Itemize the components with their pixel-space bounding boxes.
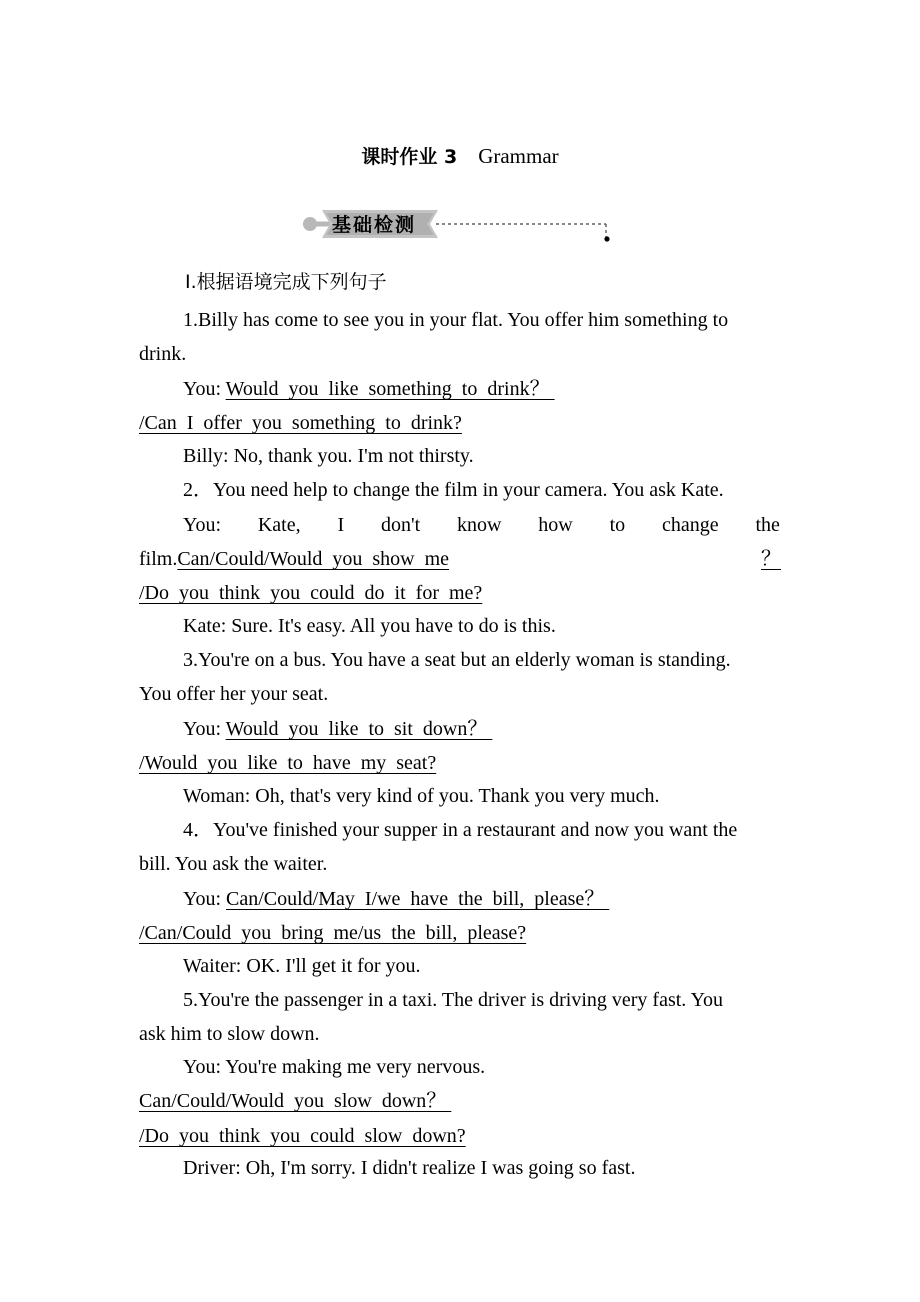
item-3-prompt-line1: 3.You're on a bus. You have a seat but an elderly woman is standing.	[183, 649, 731, 671]
title-cn: 课时作业 3	[361, 146, 458, 168]
item-2-word: to	[609, 514, 626, 536]
item-2-prompt-line1: 2．You need help to change the film in your camera. You ask Kate.	[183, 479, 724, 501]
item-3-you-line	[183, 716, 492, 742]
item-4-prompt-line2: bill. You ask the waiter.	[139, 853, 328, 875]
item-2-word: the	[755, 514, 780, 536]
item-4-answer-line2: /Can/Could you bring me/us the bill, please?	[139, 922, 527, 944]
section-heading: Ⅰ.根据语境完成下列句子	[185, 271, 387, 293]
item-1-answer-line1: Would you like something to drink？	[225, 378, 555, 400]
item-2-answer-line2: /Do you think you could do it for me?	[139, 582, 483, 604]
item-1-prompt-line2: drink.	[139, 343, 187, 365]
banner-label: 基础检测	[332, 214, 417, 236]
item-2-answer-row	[139, 546, 781, 572]
item-4-answer-line1: Can/Could/May I/we have the bill, please？	[226, 888, 610, 910]
item-2-reply: Kate: Sure. It's easy. All you have to do is this.	[183, 615, 556, 637]
item-2-word: You:	[183, 514, 221, 536]
item-2-word: know	[456, 514, 502, 536]
item-5-prompt-line1: 5.You're the passenger in a taxi. The driver is driving very fast. You	[183, 989, 724, 1011]
item-3-you-prefix: You:	[183, 718, 226, 740]
item-2-answer-line1: Can/Could/Would you show me	[177, 548, 450, 570]
item-2-answer-line1-wrap	[177, 546, 781, 572]
item-1-prompt-line1: 1.Billy has come to see you in your flat. You offer him something to	[183, 309, 729, 331]
item-4-prompt-line1: 4．You've finished your supper in a restaurant and now you want the	[183, 819, 738, 841]
item-2-answer-q: ？	[761, 548, 781, 570]
item-5-answer-line2: /Do you think you could slow down?	[139, 1125, 466, 1147]
item-1-reply: Billy: No, thank you. I'm not thirsty.	[183, 445, 474, 467]
item-4-reply: Waiter: OK. I'll get it for you.	[183, 955, 421, 977]
item-3-prompt-line2: You offer her your seat.	[139, 683, 329, 705]
item-2-film-prefix: film.	[139, 548, 178, 570]
banner-end-dot-icon	[604, 236, 609, 241]
item-2-you-line	[183, 512, 780, 538]
item-3-answer-line1: Would you like to sit down？	[225, 718, 493, 740]
item-2-word: Kate,	[257, 514, 301, 536]
item-1-you-prefix: You:	[183, 378, 226, 400]
item-2-word: I	[337, 514, 345, 536]
section-banner	[298, 206, 614, 246]
item-2-word: change	[661, 514, 719, 536]
title-en: Grammar	[478, 144, 559, 168]
banner-dot-icon	[303, 217, 317, 231]
item-5-reply: Driver: Oh, I'm sorry. I didn't realize I was going so fast.	[183, 1157, 636, 1179]
item-5-you-line: You: You're making me very nervous.	[183, 1056, 486, 1078]
item-5-answer-line1: Can/Could/Would you slow down？	[139, 1090, 452, 1112]
item-1-you-line	[183, 376, 555, 402]
item-3-answer-line2: /Would you like to have my seat?	[139, 752, 437, 774]
item-1-answer-line2: /Can I offer you something to drink?	[139, 412, 462, 434]
page-title	[0, 142, 920, 169]
item-2-word: how	[538, 514, 573, 536]
item-4-you-line	[183, 886, 609, 912]
item-3-reply: Woman: Oh, that's very kind of you. Thank you very much.	[183, 785, 660, 807]
item-4-you-prefix: You:	[183, 888, 226, 910]
item-5-prompt-line2: ask him to slow down.	[139, 1023, 320, 1045]
item-2-word: don't	[380, 514, 421, 536]
